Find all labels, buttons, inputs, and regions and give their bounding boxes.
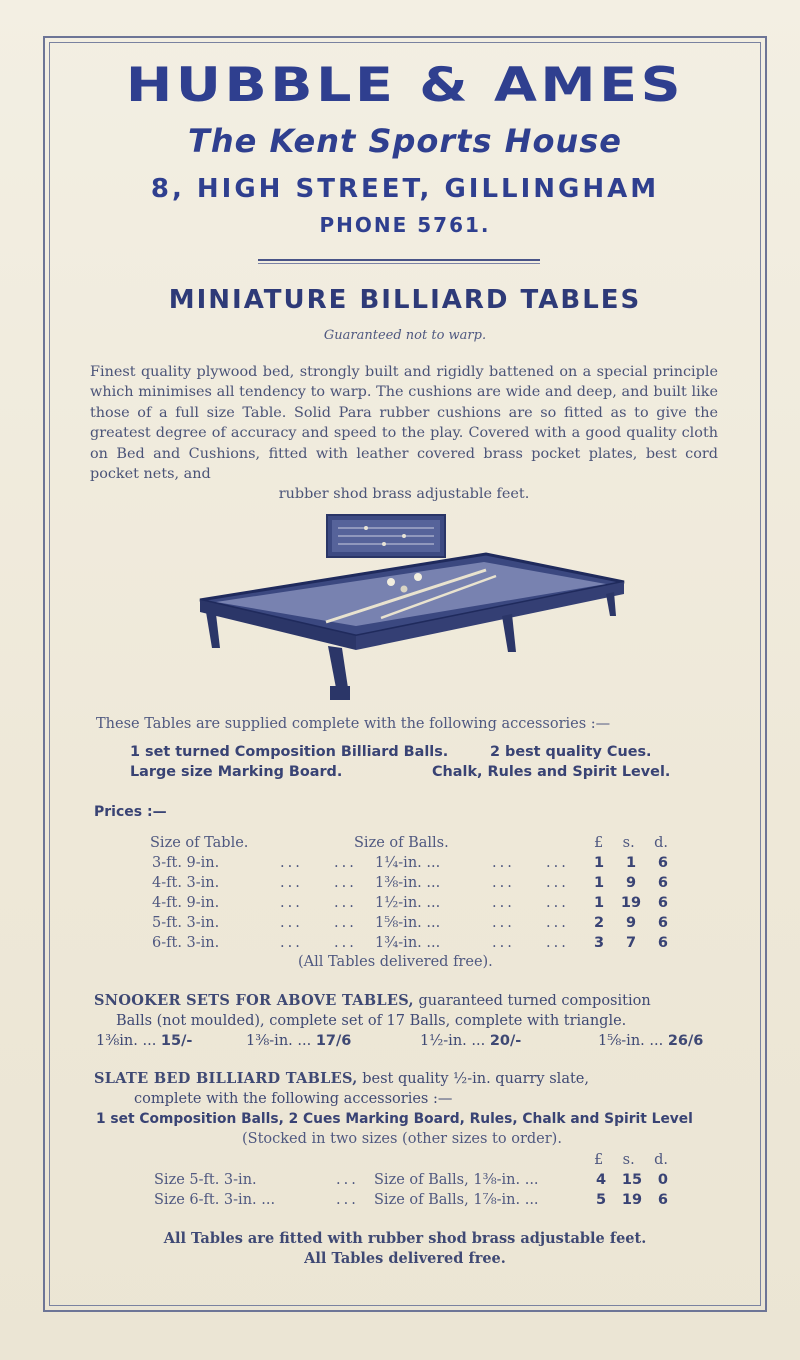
accessories-intro: These Tables are supplied complete with the following accessories :— (96, 716, 611, 732)
footer-feet-note: All Tables are fitted with rubber shod brass adjustable feet. (163, 1230, 647, 1247)
shillings: 9 (625, 875, 637, 891)
leader-dots: ... (546, 935, 569, 951)
leader-dots: ... (546, 915, 569, 931)
leader-dots: ... (546, 875, 569, 891)
table-size: 3-ft. 9-in. (152, 855, 220, 871)
price-row (0, 855, 800, 875)
ball-size: 1⅝-in. ... (375, 915, 441, 931)
shillings: 9 (625, 915, 637, 931)
snooker-option (246, 1033, 351, 1049)
product-description (90, 362, 718, 505)
snooker-price: 17/6 (315, 1033, 352, 1049)
table-size: 5-ft. 3-in. (152, 915, 220, 931)
leader-dots: ... (280, 915, 303, 931)
leader-dots: ... (492, 935, 515, 951)
pence: 6 (657, 935, 668, 951)
leader-dots: ... (334, 855, 357, 871)
col-size-of-balls: Size of Balls. (354, 835, 449, 851)
accessory-chalk-rules: Chalk, Rules and Spirit Level. (432, 764, 671, 780)
guarantee-note: Guaranteed not to warp. (323, 328, 487, 343)
pence: 6 (657, 855, 668, 871)
leader-dots: ... (546, 855, 569, 871)
snooker-option (598, 1033, 703, 1049)
prices-label: Prices :— (94, 804, 167, 820)
price (596, 1192, 668, 1208)
billiard-table-illustration (186, 552, 628, 704)
snooker-line-1-rest: guaranteed turned composition (413, 993, 651, 1009)
snooker-option (96, 1033, 192, 1049)
pounds: 1 (594, 875, 605, 891)
table-size: 6-ft. 3-in. (152, 935, 220, 951)
snooker-option (420, 1033, 521, 1049)
footer-delivery-note: All Tables delivered free. (304, 1250, 506, 1267)
slate-line-1-rest: best quality ½-in. quarry slate, (357, 1071, 589, 1087)
shillings: 19 (621, 1192, 643, 1208)
leader-dots: ... (546, 895, 569, 911)
snooker-line-2: Balls (not moulded), complete set of 17 Balls, complete with triangle. (116, 1013, 627, 1029)
pence: 6 (657, 1192, 668, 1208)
col-shillings: s. (622, 1152, 635, 1168)
snooker-heading: SNOOKER SETS FOR ABOVE TABLES, (94, 992, 414, 1009)
snooker-price: 15/- (160, 1033, 193, 1049)
slate-price-row (0, 1192, 800, 1212)
pence: 6 (657, 875, 668, 891)
shillings: 15 (621, 1172, 643, 1188)
leader-dots: ... (492, 855, 515, 871)
pounds: 1 (594, 895, 605, 911)
table-size: Size 6-ft. 3-in. ... (154, 1192, 276, 1208)
ball-size: 1⅜-in. ... (375, 875, 441, 891)
table-size: 4-ft. 9-in. (152, 895, 220, 911)
col-pounds: £ (594, 1152, 604, 1168)
price (596, 1172, 668, 1188)
header-divider (258, 259, 540, 264)
price (594, 935, 668, 951)
ball-size: Size of Balls, 1⅞-in. ... (374, 1192, 539, 1208)
accessory-balls: 1 set turned Composition Billiard Balls. (130, 744, 449, 760)
pence: 6 (657, 895, 668, 911)
price-row (0, 875, 800, 895)
shillings: 7 (625, 935, 637, 951)
slate-line-2: complete with the following accessories :— (134, 1091, 453, 1107)
col-money-headers (594, 835, 668, 851)
price (594, 895, 668, 911)
shop-address: 8, HIGH STREET, GILLINGHAM (150, 174, 660, 204)
pounds: 3 (594, 935, 605, 951)
col-pence: d. (654, 835, 668, 851)
snooker-size: 1⅜-in. ... (246, 1033, 312, 1049)
price-row (0, 895, 800, 915)
col-pounds: £ (594, 835, 604, 851)
description-main: Finest quality plywood bed, strongly built and rigidly battened on a special principle which minimises all tendency to warp. The cushions are wide and deep, and built like those of a full size Table. Solid Para rubber cushions are so fitted as to give the greatest degree of accuracy and speed to the play. Covered with a good quality cloth on Bed and Cushions, fitted with leather covered brass pocket plates, best cord pocket nets, and (90, 364, 718, 483)
shop-subtitle: The Kent Sports House (188, 122, 622, 160)
price (594, 915, 668, 931)
slate-heading: SLATE BED BILLIARD TABLES, (94, 1070, 358, 1087)
leader-dots: ... (336, 1192, 359, 1208)
leader-dots: ... (280, 875, 303, 891)
leader-dots: ... (334, 915, 357, 931)
snooker-size: 1½-in. ... (420, 1033, 486, 1049)
leader-dots: ... (336, 1172, 359, 1188)
accessory-marking-board: Large size Marking Board. (130, 764, 343, 780)
leader-dots: ... (492, 875, 515, 891)
ball-size: 1½-in. ... (375, 895, 441, 911)
leader-dots: ... (334, 895, 357, 911)
leader-dots: ... (334, 935, 357, 951)
slate-accessories: 1 set Composition Balls, 2 Cues Marking Board, Rules, Chalk and Spirit Level (96, 1111, 693, 1127)
ball-size: 1¼-in. ... (375, 855, 441, 871)
price-row (0, 915, 800, 935)
snooker-price: 20/- (489, 1033, 522, 1049)
leader-dots: ... (334, 875, 357, 891)
price-row (0, 935, 800, 955)
price (594, 855, 668, 871)
pounds: 2 (594, 915, 605, 931)
slate-stock-note: (Stocked in two sizes (other sizes to order). (242, 1131, 562, 1147)
pounds: 4 (596, 1172, 607, 1188)
leader-dots: ... (280, 895, 303, 911)
table-size: 4-ft. 3-in. (152, 875, 220, 891)
col-pence: d. (654, 1152, 668, 1168)
col-size-of-table: Size of Table. (150, 835, 249, 851)
pence: 0 (657, 1172, 668, 1188)
pounds: 5 (596, 1192, 607, 1208)
slate-money-headers (594, 1152, 668, 1168)
delivered-note: (All Tables delivered free). (298, 954, 493, 970)
accessory-cues: 2 best quality Cues. (490, 744, 652, 760)
shop-phone: PHONE 5761. (319, 213, 491, 237)
section-heading: MINIATURE BILLIARD TABLES (168, 285, 642, 315)
col-shillings: s. (622, 835, 635, 851)
snooker-price: 26/6 (667, 1033, 704, 1049)
leader-dots: ... (280, 855, 303, 871)
snooker-line-1 (94, 992, 651, 1009)
shillings: 1 (625, 855, 637, 871)
pounds: 1 (594, 855, 605, 871)
table-size: Size 5-ft. 3-in. (154, 1172, 257, 1188)
snooker-size: 1⅝-in. ... (598, 1033, 664, 1049)
slate-price-row (0, 1172, 800, 1192)
leader-dots: ... (492, 895, 515, 911)
slate-line-1 (94, 1070, 589, 1087)
leader-dots: ... (492, 915, 515, 931)
snooker-size: 1⅜in. ... (96, 1033, 157, 1049)
leader-dots: ... (280, 935, 303, 951)
description-last-line: rubber shod brass adjustable feet. (278, 486, 530, 503)
ball-size: 1¾-in. ... (375, 935, 441, 951)
shop-name: HUBBLE & AMES (125, 58, 685, 113)
pence: 6 (657, 915, 668, 931)
ball-size: Size of Balls, 1⅜-in. ... (374, 1172, 539, 1188)
price (594, 875, 668, 891)
shillings: 19 (620, 895, 642, 911)
